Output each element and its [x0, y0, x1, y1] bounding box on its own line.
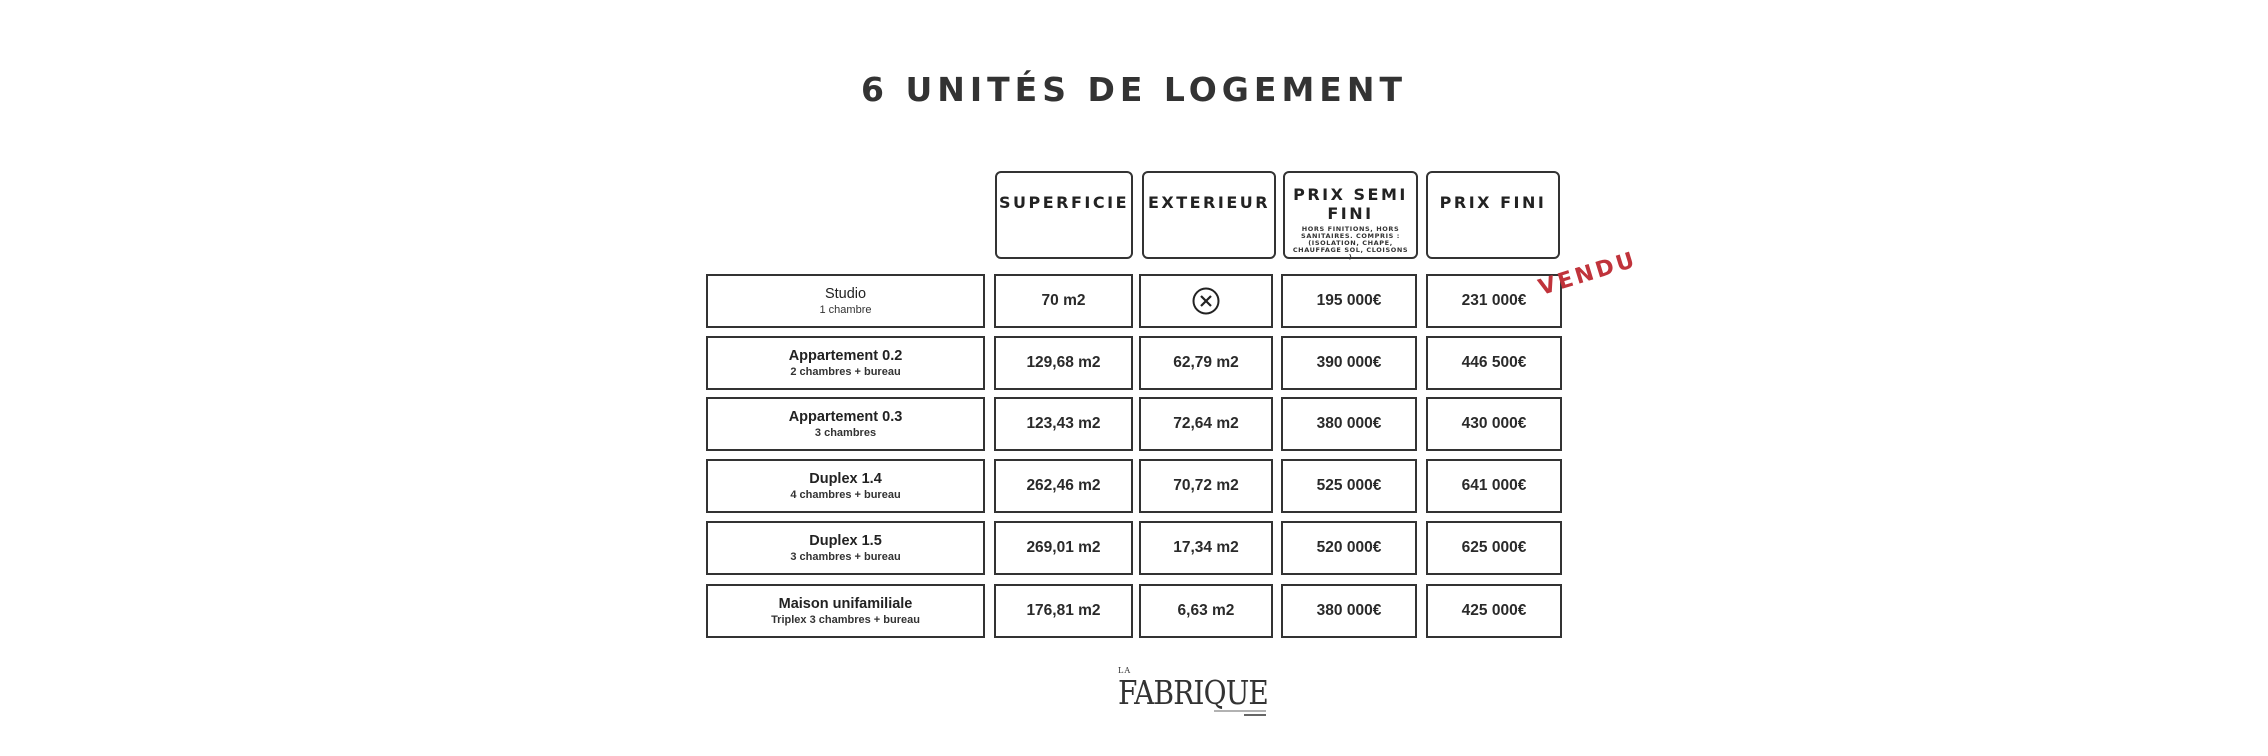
- header-prix-fini: [1426, 171, 1560, 259]
- superficie-cell: [994, 336, 1133, 390]
- superficie-value: 176,81 m2: [1026, 602, 1101, 619]
- prix-fini-cell: [1426, 336, 1562, 390]
- prix-semi-fini-value: 380 000€: [1316, 415, 1382, 432]
- superficie-value: 70 m2: [1041, 292, 1086, 309]
- sold-stamp: VENDU: [1535, 247, 1641, 301]
- unit-name: Duplex 1.4: [809, 470, 882, 487]
- prix-fini-value: 625 000€: [1461, 539, 1527, 556]
- circled-x-icon: [1191, 286, 1221, 316]
- header-prix-semi-fini-note: HORS FINITIONS, HORS SANITAIRES. COMPRIS : (ISOLATION, CHAPE, CHAUFFAGE SOL, CLOISONS ): [1292, 225, 1409, 261]
- header-superficie: [995, 171, 1133, 259]
- prix-semi-fini-cell: [1281, 274, 1417, 328]
- prix-fini-value: 641 000€: [1461, 477, 1527, 494]
- prix-fini-value: 231 000€: [1461, 292, 1527, 309]
- header-exterieur: [1142, 171, 1276, 259]
- unit-detail: Triplex 3 chambres + bureau: [771, 613, 920, 626]
- unit-name-cell: [706, 584, 985, 638]
- unit-detail: 3 chambres + bureau: [790, 550, 901, 563]
- header-prix-fini-label: PRIX FINI: [1439, 193, 1547, 212]
- header-superficie-label: SUPERFICIE: [999, 193, 1129, 212]
- exterieur-cell: [1139, 521, 1273, 575]
- unit-name-cell: [706, 274, 985, 328]
- superficie-value: 123,43 m2: [1026, 415, 1101, 432]
- unit-name-cell: [706, 459, 985, 513]
- prix-semi-fini-value: 525 000€: [1316, 477, 1382, 494]
- header-exterieur-label: EXTERIEUR: [1147, 193, 1271, 212]
- prix-semi-fini-value: 390 000€: [1316, 354, 1382, 371]
- unit-name: Duplex 1.5: [809, 532, 882, 549]
- superficie-cell: [994, 274, 1133, 328]
- exterieur-cell: [1139, 274, 1273, 328]
- unit-detail: 1 chambre: [819, 303, 872, 316]
- exterieur-cell: [1139, 336, 1273, 390]
- header-prix-semi-fini-label: PRIX SEMI FINI: [1293, 185, 1408, 223]
- prix-fini-cell: [1426, 397, 1562, 451]
- superficie-value: 269,01 m2: [1026, 539, 1101, 556]
- logo-main-text: FABRIQUE: [1118, 673, 1268, 712]
- unit-detail: 2 chambres + bureau: [790, 365, 901, 378]
- prix-semi-fini-cell: [1281, 459, 1417, 513]
- header-prix-semi-fini: [1283, 171, 1418, 259]
- exterieur-value: 72,64 m2: [1173, 415, 1239, 432]
- prix-fini-value: 446 500€: [1461, 354, 1527, 371]
- page-title: 6 UNITÉS DE LOGEMENT: [861, 70, 1407, 109]
- exterieur-value: 6,63 m2: [1177, 602, 1235, 619]
- unit-name: Appartement 0.2: [788, 347, 903, 364]
- unit-detail: 4 chambres + bureau: [790, 488, 901, 501]
- superficie-value: 262,46 m2: [1026, 477, 1101, 494]
- superficie-cell: [994, 584, 1133, 638]
- exterieur-value: 62,79 m2: [1173, 354, 1239, 371]
- unit-detail: 3 chambres: [814, 426, 877, 439]
- logo-small-text: LA: [1118, 666, 1132, 675]
- prix-semi-fini-cell: [1281, 397, 1417, 451]
- prix-fini-cell: [1426, 521, 1562, 575]
- unit-name: Studio: [824, 285, 867, 302]
- prix-semi-fini-value: 195 000€: [1316, 292, 1382, 309]
- la-fabrique-logo: [1116, 664, 1272, 722]
- exterieur-cell: [1139, 397, 1273, 451]
- unit-name-cell: [706, 336, 985, 390]
- prix-semi-fini-value: 520 000€: [1316, 539, 1382, 556]
- unit-name-cell: [706, 521, 985, 575]
- prix-fini-value: 430 000€: [1461, 415, 1527, 432]
- prix-semi-fini-value: 380 000€: [1316, 602, 1382, 619]
- superficie-value: 129,68 m2: [1026, 354, 1101, 371]
- prix-semi-fini-cell: [1281, 584, 1417, 638]
- unit-name: Maison unifamiliale: [778, 595, 913, 612]
- prix-semi-fini-cell: [1281, 521, 1417, 575]
- exterieur-cell: [1139, 459, 1273, 513]
- prix-semi-fini-cell: [1281, 336, 1417, 390]
- exterieur-value: 17,34 m2: [1173, 539, 1239, 556]
- superficie-cell: [994, 459, 1133, 513]
- prix-fini-cell: [1426, 584, 1562, 638]
- unit-name-cell: [706, 397, 985, 451]
- superficie-cell: [994, 521, 1133, 575]
- unit-name: Appartement 0.3: [788, 408, 903, 425]
- exterieur-cell: [1139, 584, 1273, 638]
- exterieur-value: 70,72 m2: [1173, 477, 1239, 494]
- superficie-cell: [994, 397, 1133, 451]
- prix-fini-value: 425 000€: [1461, 602, 1527, 619]
- prix-fini-cell: [1426, 459, 1562, 513]
